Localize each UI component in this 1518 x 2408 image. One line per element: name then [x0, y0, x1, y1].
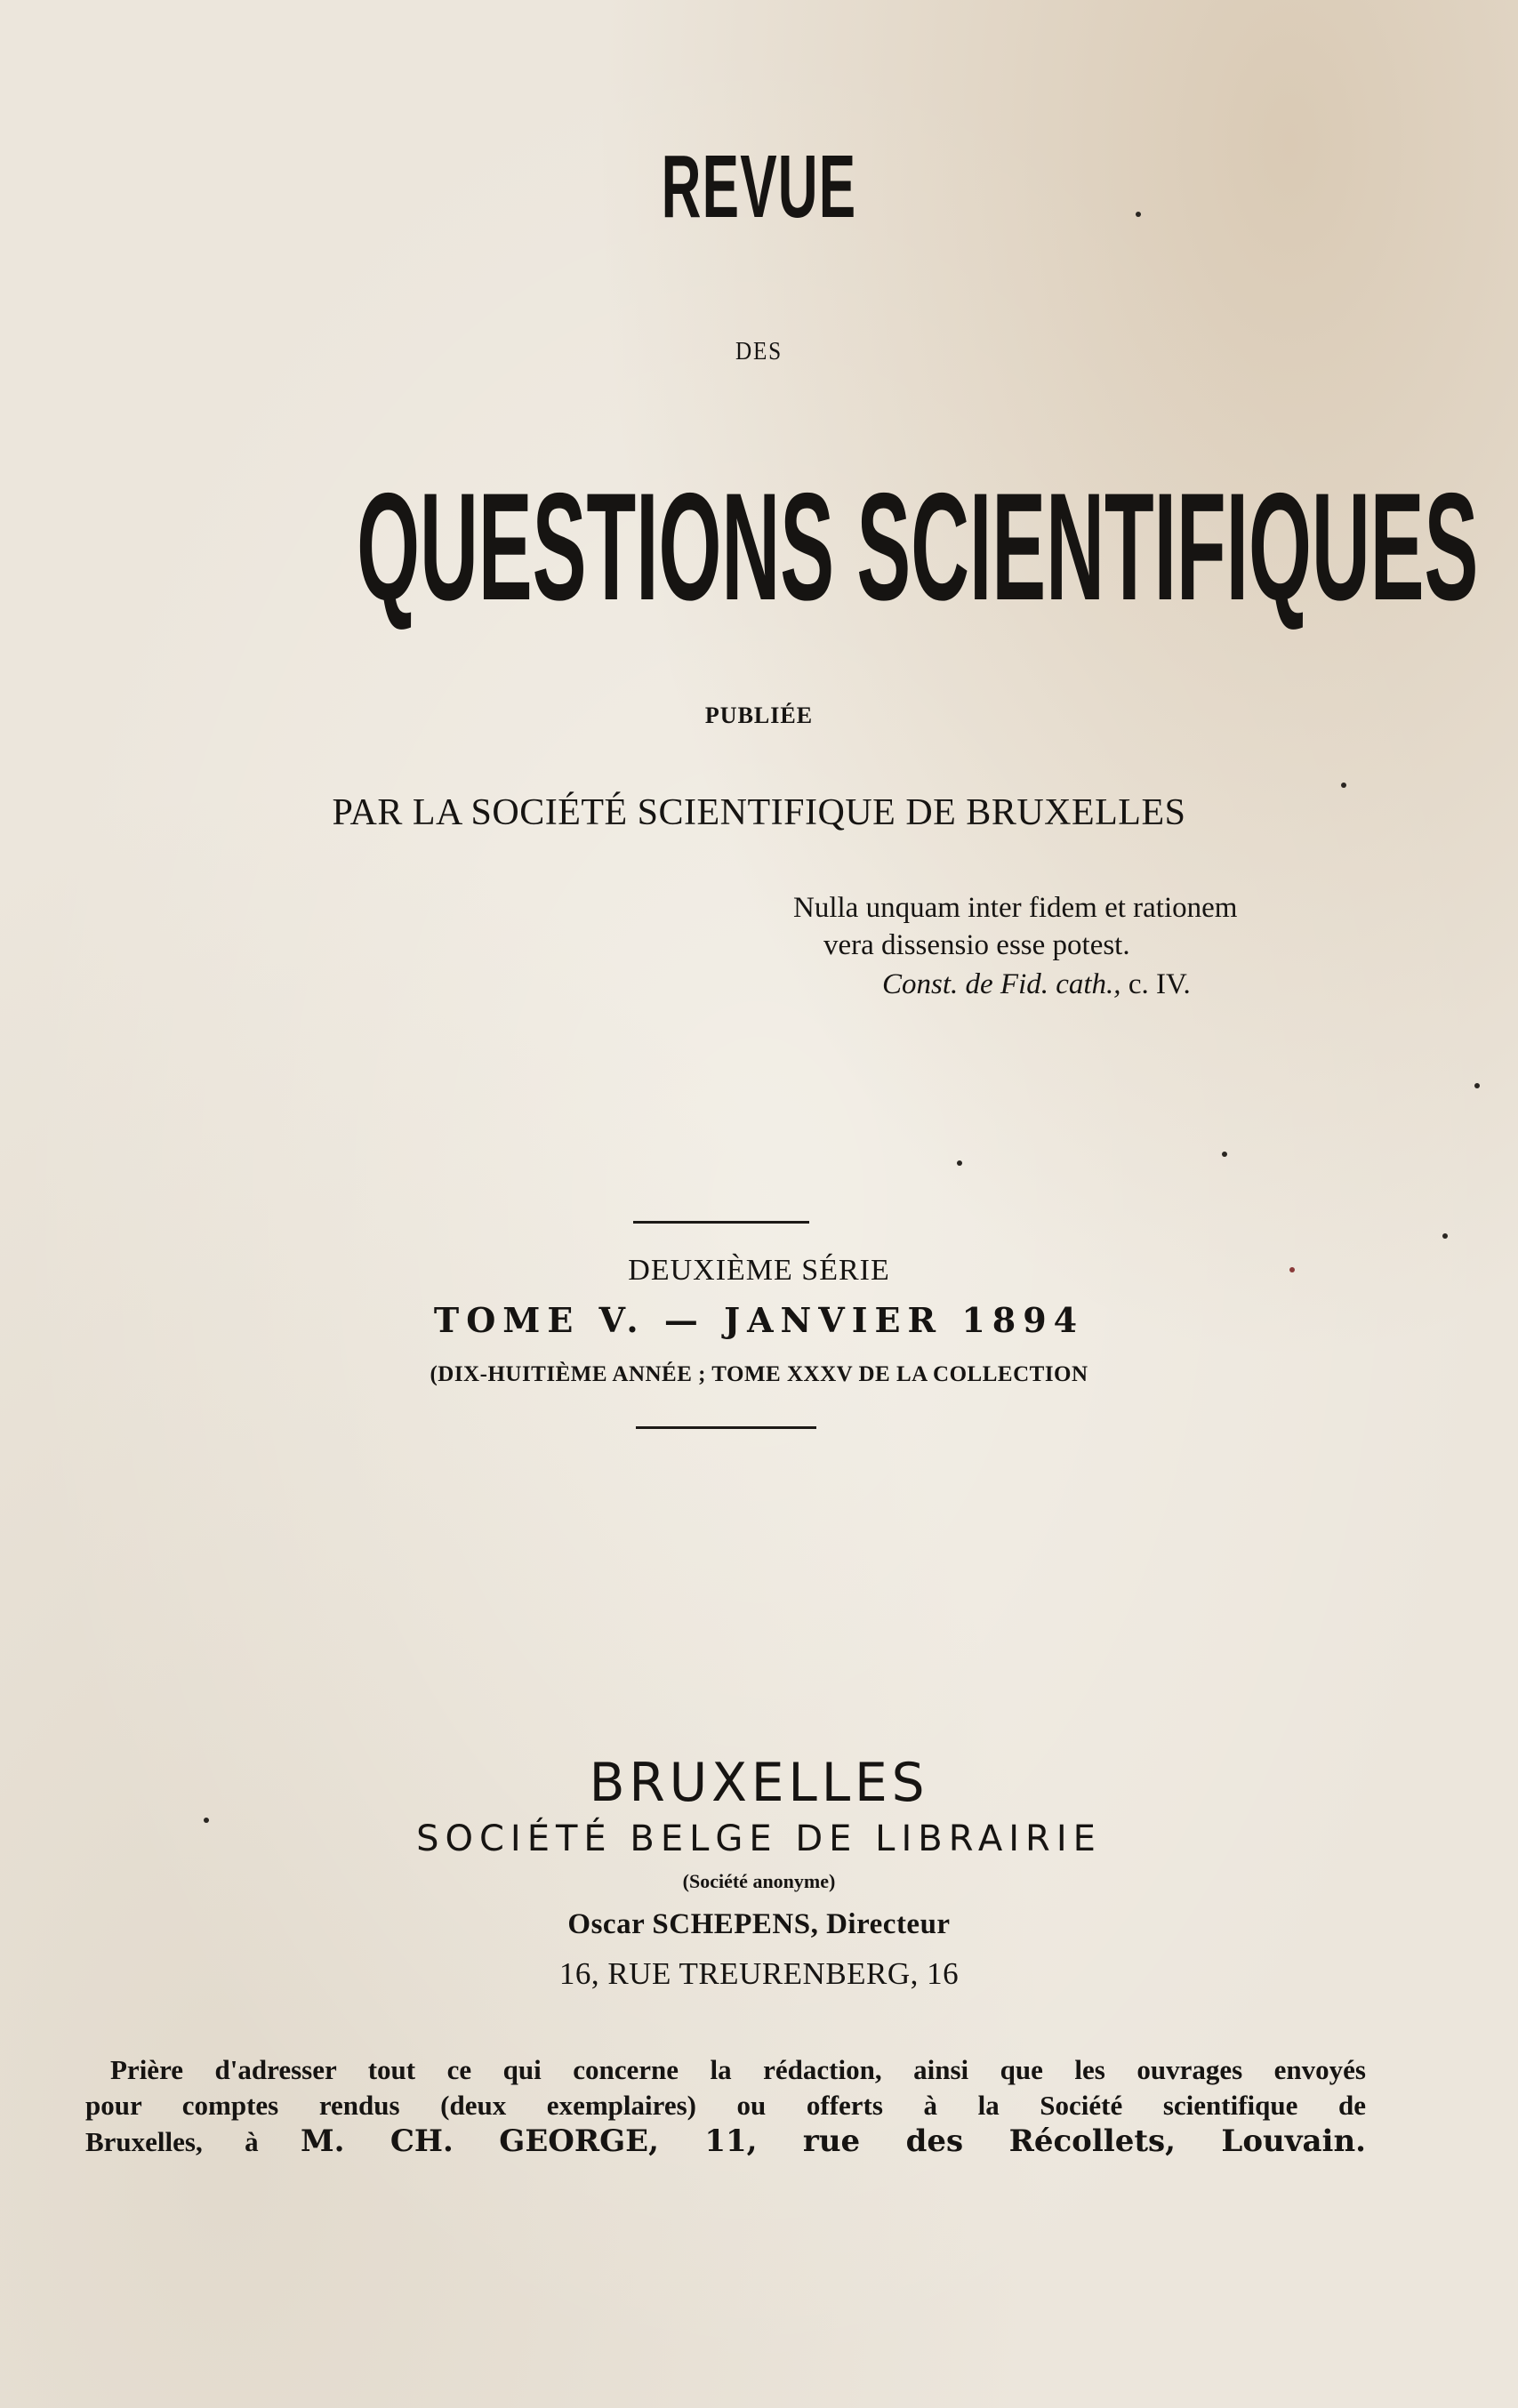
society-line: PAR LA SOCIÉTÉ SCIENTIFIQUE DE BRUXELLES	[332, 792, 1186, 833]
publiee-label: PUBLIÉE	[704, 702, 814, 728]
ink-speck	[1442, 1233, 1448, 1239]
ink-speck	[1474, 1083, 1480, 1088]
series-label: DEUXIÈME SÉRIE	[628, 1254, 890, 1287]
motto-line-2: vera dissensio esse potest.	[823, 929, 1130, 961]
motto-source-ref: c. IV.	[1128, 968, 1191, 1000]
ink-speck	[1136, 212, 1141, 217]
notice-contact-name: M. CH. GEORGE, 11, rue des Récollets, Louvain.	[300, 2123, 1366, 2159]
ink-speck	[204, 1818, 209, 1823]
ink-speck	[1341, 783, 1346, 788]
notice-line-3	[85, 2123, 1366, 2160]
journal-main-title: QUESTIONS SCIENTIFIQUES	[357, 462, 1479, 632]
motto-source-work: Const. de Fid. cath.,	[882, 968, 1121, 1000]
ink-speck	[957, 1160, 962, 1166]
imprint-publisher: SOCIÉTÉ BELGE DE LIBRAIRIE	[416, 1818, 1102, 1859]
journal-revue-heading: REVUE	[661, 137, 857, 237]
imprint-company-type: (Société anonyme)	[682, 1870, 836, 1892]
imprint-city: BRUXELLES	[589, 1752, 929, 1814]
imprint-address: 16, RUE TREURENBERG, 16	[558, 1956, 960, 1991]
imprint-director: Oscar SCHEPENS, Directeur	[567, 1908, 951, 1940]
ink-speck	[1289, 1267, 1295, 1272]
notice-line-1: Prière d'adresser tout ce qui concerne la rédaction, ainsi que les ouvrages envoyés	[110, 2054, 1366, 2085]
notice-line-2: pour comptes rendus (deux exemplaires) ou offerts à la Société scientifique de	[85, 2090, 1366, 2121]
journal-des-word: DES	[735, 338, 783, 365]
divider-rule-bottom	[636, 1426, 816, 1429]
ink-speck	[1222, 1152, 1227, 1157]
motto-line-1: Nulla unquam inter fidem et rationem	[793, 892, 1238, 924]
motto-source	[882, 966, 1191, 1003]
year-collection-line: (DIX-HUITIÈME ANNÉE ; TOME XXXV DE LA COLLECTION	[430, 1362, 1088, 1386]
notice-line-3-start: Bruxelles, à	[85, 2126, 259, 2157]
volume-date-line: TOME V. — JANVIER 1894	[433, 1300, 1085, 1340]
divider-rule-top	[633, 1221, 809, 1224]
